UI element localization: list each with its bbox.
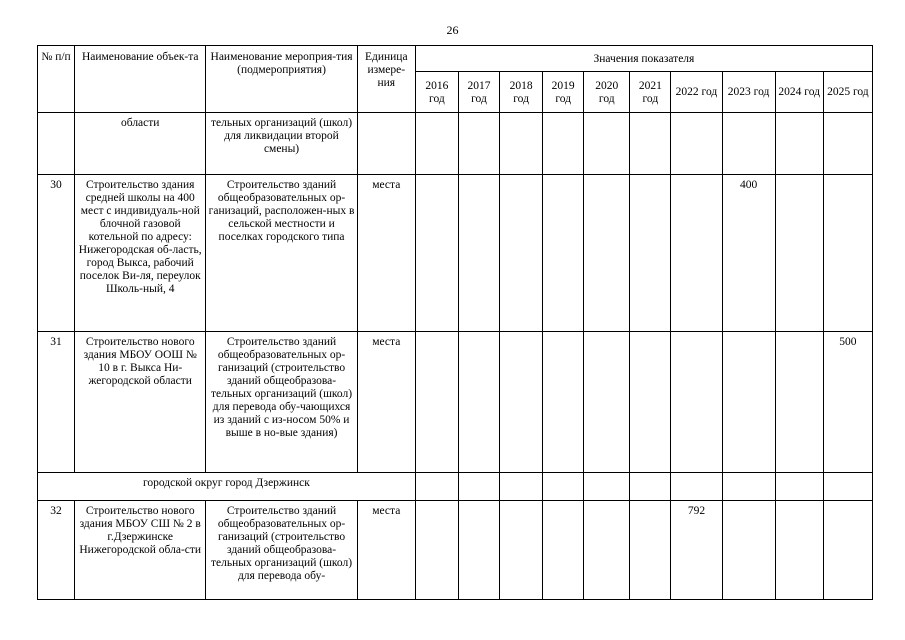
cell-value [500,501,543,600]
cell-measure: тельных организаций (школ) для ликвидации второй смены) [206,113,357,175]
cell-value [415,332,458,473]
cell-value [458,501,499,600]
cell-value [543,473,584,501]
header-year: 2025 год [823,72,872,113]
cell-value [415,175,458,332]
header-unit: Единица измере-ния [357,46,415,113]
cell-value [823,473,872,501]
cell-value [823,113,872,175]
cell-value [584,473,630,501]
header-year: 2016 год [415,72,458,113]
header-year: 2021 год [630,72,671,113]
cell-value [630,113,671,175]
cell-value [775,113,823,175]
cell-value [584,501,630,600]
table-row [38,175,873,332]
cell-value [775,175,823,332]
cell-value [415,113,458,175]
cell-value [823,175,872,332]
page-number: 26 [446,23,459,37]
table-row [38,501,873,600]
cell-value: 500 [823,332,872,473]
section-row [38,473,873,501]
cell-value: 400 [722,175,775,332]
cell-num [38,113,75,175]
cell-value [415,501,458,600]
cell-num: 32 [38,501,75,600]
cell-unit: места [357,175,415,332]
cell-object: Строительство здания средней школы на 400 мест с индивидуаль-ной блочной газовой котельной по адресу: Нижегородская об-ласть, город Выкса, рабочий поселок Ви-ля, переулок Школь-ный, 4 [75,175,206,332]
cell-value: 792 [671,501,722,600]
cell-value [500,332,543,473]
header-year: 2018 год [500,72,543,113]
header-year: 2023 год [722,72,775,113]
cell-value [775,501,823,600]
section-title: городской округ город Дзержинск [38,473,416,501]
cell-value [543,113,584,175]
cell-unit: места [357,501,415,600]
cell-value [722,113,775,175]
cell-measure: Строительство зданий общеобразовательных ор-ганизаций (строительство зданий общеобразова-тельных организаций (школ) для перевода обу- [206,501,357,600]
cell-object: Строительство нового здания МБОУ СШ № 2 в г.Дзержинске Нижегородской обла-сти [75,501,206,600]
cell-value [630,175,671,332]
header-num: № п/п [38,46,75,113]
cell-value [775,473,823,501]
cell-object: области [75,113,206,175]
cell-value [671,175,722,332]
header-object: Наименование объек-та [75,46,206,113]
header-year: 2024 год [775,72,823,113]
cell-num: 31 [38,332,75,473]
cell-object: Строительство нового здания МБОУ ООШ № 10 в г. Выкса Ни-жегородской области [75,332,206,473]
cell-value [775,332,823,473]
header-year: 2019 год [543,72,584,113]
cell-value [584,113,630,175]
table-row [38,332,873,473]
cell-unit: места [357,332,415,473]
cell-num: 30 [38,175,75,332]
cell-value [458,332,499,473]
header-values-group: Значения показателя [415,46,872,72]
cell-value [458,175,499,332]
header-measure: Наименование мероприя-тия (подмероприятия) [206,46,357,113]
cell-value [722,473,775,501]
cell-value [722,332,775,473]
cell-value [630,501,671,600]
header-year: 2017 год [458,72,499,113]
cell-value [584,332,630,473]
cell-value [722,501,775,600]
cell-value [543,332,584,473]
header-year: 2020 год [584,72,630,113]
cell-value [500,175,543,332]
header-year: 2022 год [671,72,722,113]
cell-unit [357,113,415,175]
cell-value [671,113,722,175]
cell-value [500,473,543,501]
indicator-table [37,45,873,600]
cell-value [458,473,499,501]
cell-value [543,501,584,600]
cell-value [584,175,630,332]
cell-measure: Строительство зданий общеобразовательных ор-ганизаций (строительство зданий общеобразова-тельных организаций (школ) для перевода обу-чающихся из зданий с из-носом 50% и выше в но-вые здания) [206,332,357,473]
cell-value [671,332,722,473]
cell-measure: Строительство зданий общеобразовательных ор-ганизаций, расположен-ных в сельской местности и поселках городского типа [206,175,357,332]
cell-value [671,473,722,501]
cell-value [458,113,499,175]
cell-value [500,113,543,175]
table-row [38,113,873,175]
cell-value [630,332,671,473]
cell-value [823,501,872,600]
cell-value [543,175,584,332]
cell-value [415,473,458,501]
cell-value [630,473,671,501]
